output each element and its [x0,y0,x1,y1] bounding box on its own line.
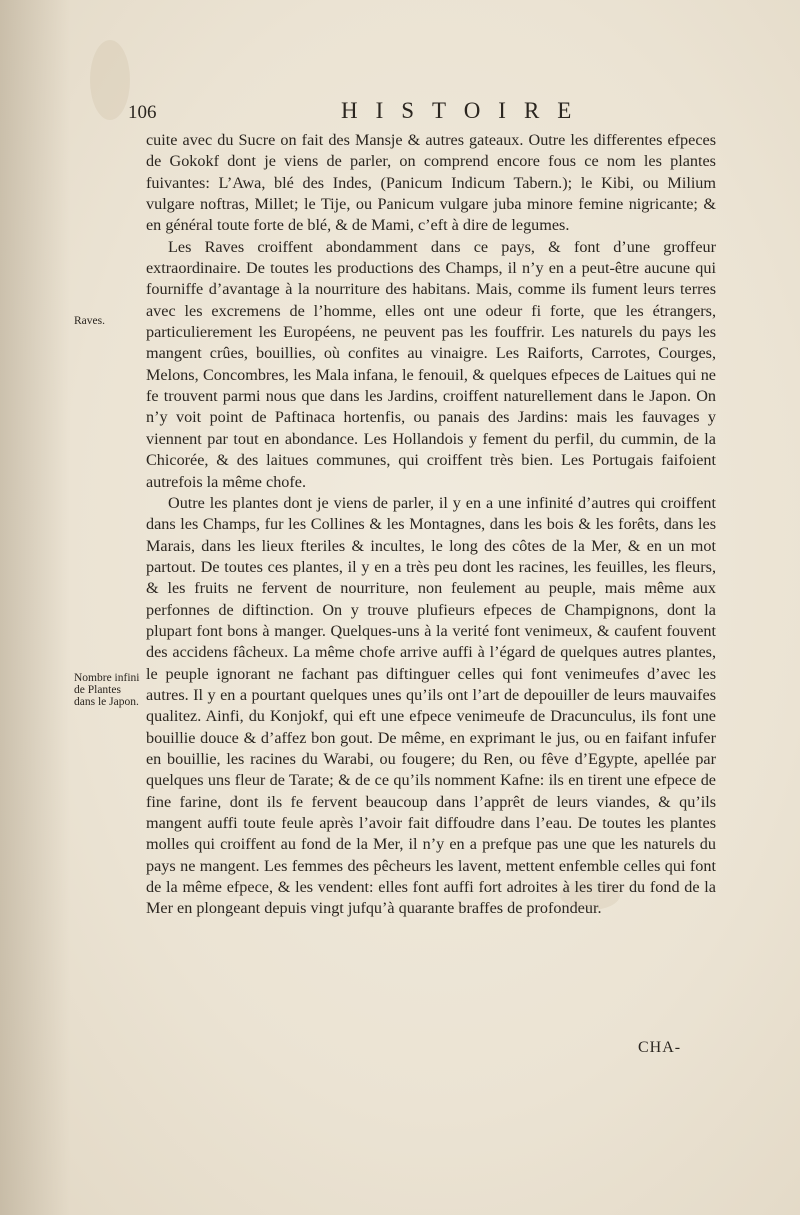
page-number: 106 [128,102,157,123]
paragraph-gokokf: cuite avec du Sucre on fait des Mansje & autres gateaux. Outre les differentes efpeces de Gokokf dont je viens de parler, on comprend encore fous ce nom les plantes fuivantes: L’Awa, blé des Indes, (Panicum Indicum Tabern.); le Kibi, ou Milium vulgare noftras, Millet; le Tije, ou Panicum vulgare juba minore femine nigricante; & en général toute forte de blé, & de Mami, c’eft à dire de legumes. [146,131,716,235]
paragraph-raves: Les Raves croiffent abondamment dans ce pays, & font d’une groffeur extraordinaire. De toutes les productions des Champs, il n’y en a peut-être aucune qui fourniffe d’avantage à la nourriture des habitans. Mais, comme ils fument leurs terres avec les excremens de l’homme, elles ont une odeur fi forte, que les étrangers, particulierement les Européens, ne peuvent pas les fouffrir. Les naturels du pays les mangent crûes, bouillies, où confites au vinaigre. Les Raiforts, Carrotes, Courges, Melons, Concombres, les Mala infana, le fenouil, & quelques efpeces de Laitues qui ne fe trouvent parmi nous que dans les Jardins, croiffent naturellement dans le Japon. On n’y voit point de Paftinaca hortenfis, ou panais des Jardins: mais les fauvages y viennent par tout en abondance. Les Hollandois y fement du perfil, du cummin, de la Chicorée, & des laitues communes, qui croiffent très bien. Les Portugais faifoient autrefois la même chofe. [146,237,716,491]
margin-note-nombre: Nombre infini de Plantes dans le Japon. [74,672,140,708]
catchword: CHA- [638,1039,682,1056]
spine-shadow [0,0,70,1215]
running-head [128,98,728,128]
running-title: HISTOIRE [341,98,590,123]
body-text [146,130,716,920]
margin-note-raves: Raves. [74,315,105,327]
paper-stain [90,40,130,120]
paragraph-plantes: Outre les plantes dont je viens de parler, il y en a une infinité d’autres qui croiffent dans les Champs, fur les Collines & les Montagnes, dans les bois & les forêts, dans les Marais, dans les lieux fteriles & incultes, le long des côtes de la Mer, & en un mot partout. De toutes ces plantes, il y en a très peu dont les racines, les feuilles, les fleurs, & les fruits ne fervent de nourriture, non feulement au peuple, mais même aux perfonnes de diftinction. On y trouve plufieurs efpeces de Champignons, dont la plupart font bons à manger. Quelques-uns à la verité font venimeux, & caufent fouvent des accidens fâcheux. La même chofe arrive auffi à l’égard de quelques autres plantes, le peuple ignorant ne fachant pas diftinguer celles qui font venimeufes d’avec les autres. Il y en a pourtant quelques unes qu’ils ont l’art de depouiller de leurs mauvaifes qualitez. Ainfi, du Konjokf, qui eft une efpece venimeufe de Dracunculus, ils font une bouillie douce & d’affez bon gout. De même, en exprimant le jus, ou en faifant infufer en bouillie, les racines du Warabi, ou fougere; du Ren, ou fêve d’Egypte, apellée par quelques uns fleur de Tarate; & de ce qu’ils nomment Kafne: ils en tirent une efpece de fine farine, dont ils fe fervent beaucoup dans l’apprêt de leurs viandes, & qu’ils mangent auffi toute feule après l’avoir fait diffoudre dans l’eau. De toutes les plantes molles qui croiffent au fond de la Mer, il n’y en a prefque pas une que les naturels du pays ne mangent. Les femmes des pêcheurs les lavent, mettent enfemble celles qui font de la même efpece, & les vendent: elles font auffi fort adroites à les tirer du fond de la Mer en plongeant depuis vingt jufqu’à quarante braffes de profondeur. [146,493,716,918]
